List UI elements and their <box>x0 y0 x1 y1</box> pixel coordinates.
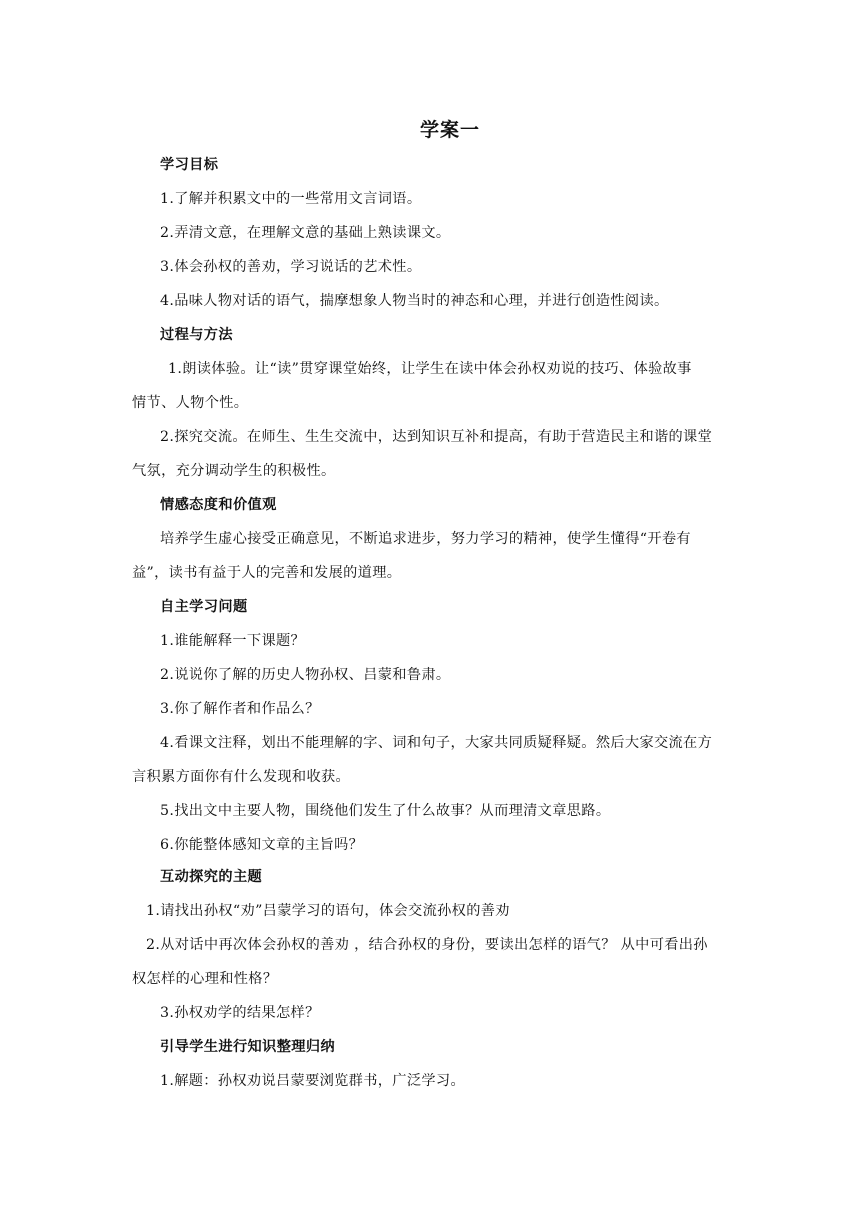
section-heading-self-study: 自主学习问题 <box>160 599 248 615</box>
self-study-question: 言积累方面你有什么发现和收获。 <box>132 769 351 785</box>
process-item-line: 2.探究交流。在师生、生生交流中，达到知识互补和提高，有助于营造民主和谐的课堂 <box>160 429 713 445</box>
interactive-topic: 2.从对话中再次体会孙权的善劝 ，结合孙权的身份，要读出怎样的语气？ 从中可看出孙 <box>146 937 708 953</box>
section-heading-process: 过程与方法 <box>160 327 233 343</box>
values-paragraph-line: 益”，读书有益于人的完善和发展的道理。 <box>132 565 402 581</box>
interactive-topic: 权怎样的心理和性格？ <box>132 971 278 987</box>
section-heading-summary: 引导学生进行知识整理归纳 <box>160 1039 336 1055</box>
interactive-topic: 3.孙权劝学的结果怎样？ <box>160 1005 320 1021</box>
interactive-topic: 1.请找出孙权“劝”吕蒙学习的语句，体会交流孙权的善劝 <box>146 903 510 919</box>
document-title: 学案一 <box>419 119 480 141</box>
section-heading-values: 情感态度和价值观 <box>160 497 277 513</box>
goal-item: 2.弄清文意，在理解文意的基础上熟读课文。 <box>160 225 451 241</box>
process-item-line: 气氛，充分调动学生的积极性。 <box>132 463 336 479</box>
section-heading-goals: 学习目标 <box>160 157 219 173</box>
self-study-question: 4.看课文注释，划出不能理解的字、词和句子，大家共同质疑释疑。然后大家交流在方 <box>160 735 713 751</box>
process-item-line: 1.朗读体验。让“读”贯穿课堂始终，让学生在读中体会孙权劝说的技巧、体验故事 <box>168 361 692 377</box>
self-study-question: 1.谁能解释一下课题？ <box>160 633 306 649</box>
section-heading-interactive: 互动探究的主题 <box>160 869 263 885</box>
self-study-question: 5.找出文中主要人物，围绕他们发生了什么故事？从而理清文章思路。 <box>160 803 611 819</box>
goal-item: 1.了解并积累文中的一些常用文言词语。 <box>160 191 422 207</box>
process-item-line: 情节、人物个性。 <box>132 395 249 411</box>
goal-item: 4.品味人物对话的语气，揣摩想象人物当时的神态和心理，并进行创造性阅读。 <box>160 293 669 309</box>
self-study-question: 6.你能整体感知文章的主旨吗？ <box>160 837 364 853</box>
self-study-question: 2.说说你了解的历史人物孙权、吕蒙和鲁肃。 <box>160 667 451 683</box>
values-paragraph-line: 培养学生虚心接受正确意见，不断追求进步，努力学习的精神，使学生懂得“开卷有 <box>160 531 691 547</box>
goal-item: 3.体会孙权的善劝，学习说话的艺术性。 <box>160 259 422 275</box>
self-study-question: 3.你了解作者和作品么？ <box>160 701 320 717</box>
summary-item: 1.解题：孙权劝说吕蒙要浏览群书，广泛学习。 <box>160 1073 465 1089</box>
